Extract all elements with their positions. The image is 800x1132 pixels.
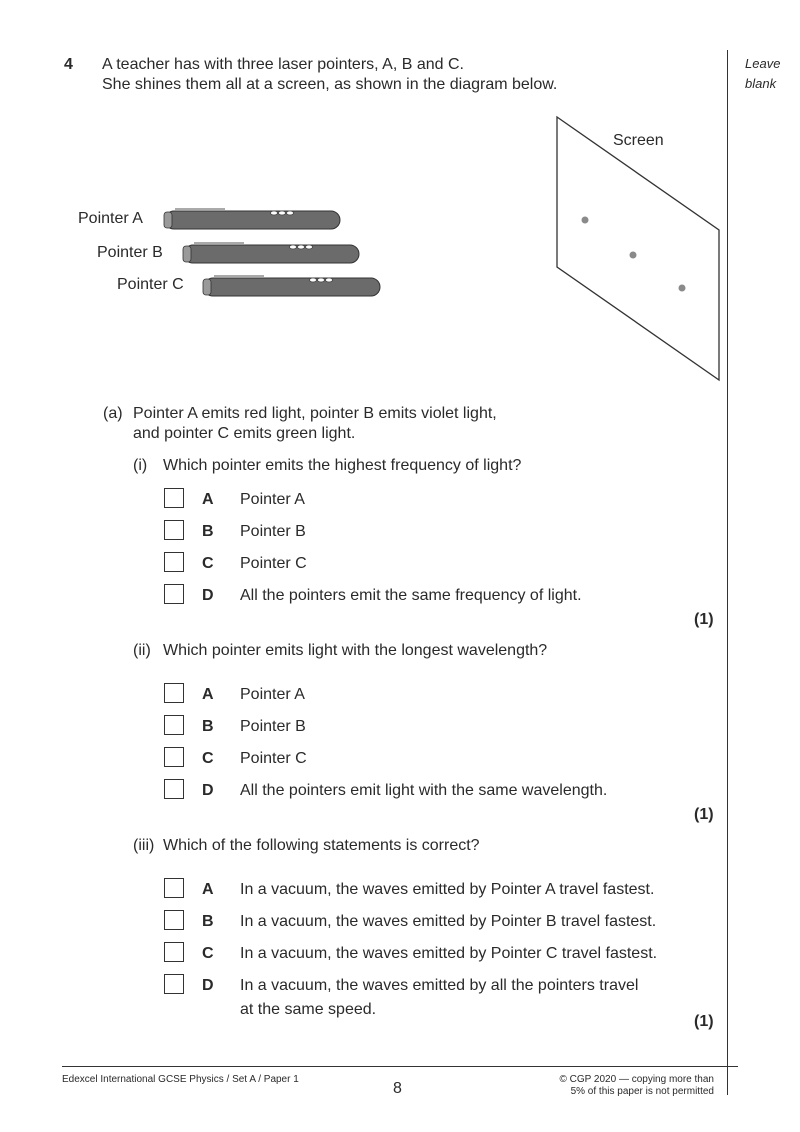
option-letter: B <box>202 523 214 540</box>
checkbox-ii-b[interactable] <box>164 715 184 735</box>
option-text: In a vacuum, the waves emitted by Pointer B travel fastest. <box>240 913 657 930</box>
checkbox-i-b[interactable] <box>164 520 184 540</box>
marks-ii: (1) <box>694 806 714 823</box>
leave-label: Leave <box>745 56 781 71</box>
part-a-line1: Pointer A emits red light, pointer B emits violet light, <box>133 405 497 422</box>
part-a-line2: and pointer C emits green light. <box>133 425 356 442</box>
checkbox-iii-c[interactable] <box>164 942 184 962</box>
subq-i-text: Which pointer emits the highest frequency of light? <box>163 457 522 474</box>
subq-iii-text: Which of the following statements is correct? <box>163 837 480 854</box>
marks-iii: (1) <box>694 1013 714 1030</box>
checkbox-i-c[interactable] <box>164 552 184 572</box>
laser-spot-1 <box>582 217 589 224</box>
pointer-b-label: Pointer B <box>97 244 163 261</box>
option-text: Pointer C <box>240 750 307 767</box>
blank-label: blank <box>745 76 777 91</box>
option-letter: A <box>202 686 214 703</box>
option-text: Pointer A <box>240 491 305 508</box>
pointer-c-icon <box>203 276 380 296</box>
marks-i: (1) <box>694 611 714 628</box>
checkbox-ii-d[interactable] <box>164 779 184 799</box>
option-text: All the pointers emit light with the same wavelength. <box>240 782 608 799</box>
checkbox-ii-c[interactable] <box>164 747 184 767</box>
option-letter: C <box>202 555 214 572</box>
screen-shape <box>557 117 719 380</box>
question-intro-line2: She shines them all at a screen, as shown in the diagram below. <box>102 76 558 93</box>
pointer-a-label: Pointer A <box>78 210 143 227</box>
pointer-a-icon <box>164 209 340 229</box>
checkbox-iii-d[interactable] <box>164 974 184 994</box>
option-letter: D <box>202 977 214 994</box>
checkbox-i-d[interactable] <box>164 584 184 604</box>
question-intro-line1: A teacher has with three laser pointers, A, B and C. <box>102 56 464 73</box>
option-text: In a vacuum, the waves emitted by Pointer C travel fastest. <box>240 945 658 962</box>
checkbox-iii-b[interactable] <box>164 910 184 930</box>
checkbox-ii-a[interactable] <box>164 683 184 703</box>
footer-copyright-line2: 5% of this paper is not permitted <box>570 1086 714 1097</box>
footer-rule <box>62 1066 738 1067</box>
subq-ii-label: (ii) <box>133 642 151 659</box>
checkbox-iii-a[interactable] <box>164 878 184 898</box>
checkbox-i-a[interactable] <box>164 488 184 508</box>
footer-left: Edexcel International GCSE Physics / Set A / Paper 1 <box>62 1074 299 1085</box>
subq-i-label: (i) <box>133 457 148 474</box>
option-text: Pointer B <box>240 718 306 735</box>
part-a-label: (a) <box>103 405 123 422</box>
option-text: Pointer C <box>240 555 307 572</box>
option-text: Pointer A <box>240 686 305 703</box>
subq-iii-label: (iii) <box>133 837 155 854</box>
option-text: All the pointers emit the same frequency of light. <box>240 587 582 604</box>
screen-label: Screen <box>613 132 664 149</box>
laser-spot-2 <box>630 252 637 259</box>
option-letter: B <box>202 913 214 930</box>
laser-spot-3 <box>679 285 686 292</box>
option-text: In a vacuum, the waves emitted by all the pointers travel <box>240 977 639 994</box>
pointer-b-icon <box>183 243 359 263</box>
option-letter: B <box>202 718 214 735</box>
option-text: In a vacuum, the waves emitted by Pointer A travel fastest. <box>240 881 655 898</box>
subq-ii-text: Which pointer emits light with the longest wavelength? <box>163 642 548 659</box>
option-letter: A <box>202 491 214 508</box>
option-letter: A <box>202 881 214 898</box>
option-text-continued: at the same speed. <box>240 1001 377 1018</box>
footer-copyright-line1: © CGP 2020 — copying more than <box>559 1074 714 1085</box>
option-letter: C <box>202 750 214 767</box>
page-number: 8 <box>393 1080 402 1097</box>
question-number: 4 <box>64 56 73 73</box>
option-letter: D <box>202 782 214 799</box>
option-text: Pointer B <box>240 523 306 540</box>
option-letter: C <box>202 945 214 962</box>
pointer-c-label: Pointer C <box>117 276 184 293</box>
option-letter: D <box>202 587 214 604</box>
